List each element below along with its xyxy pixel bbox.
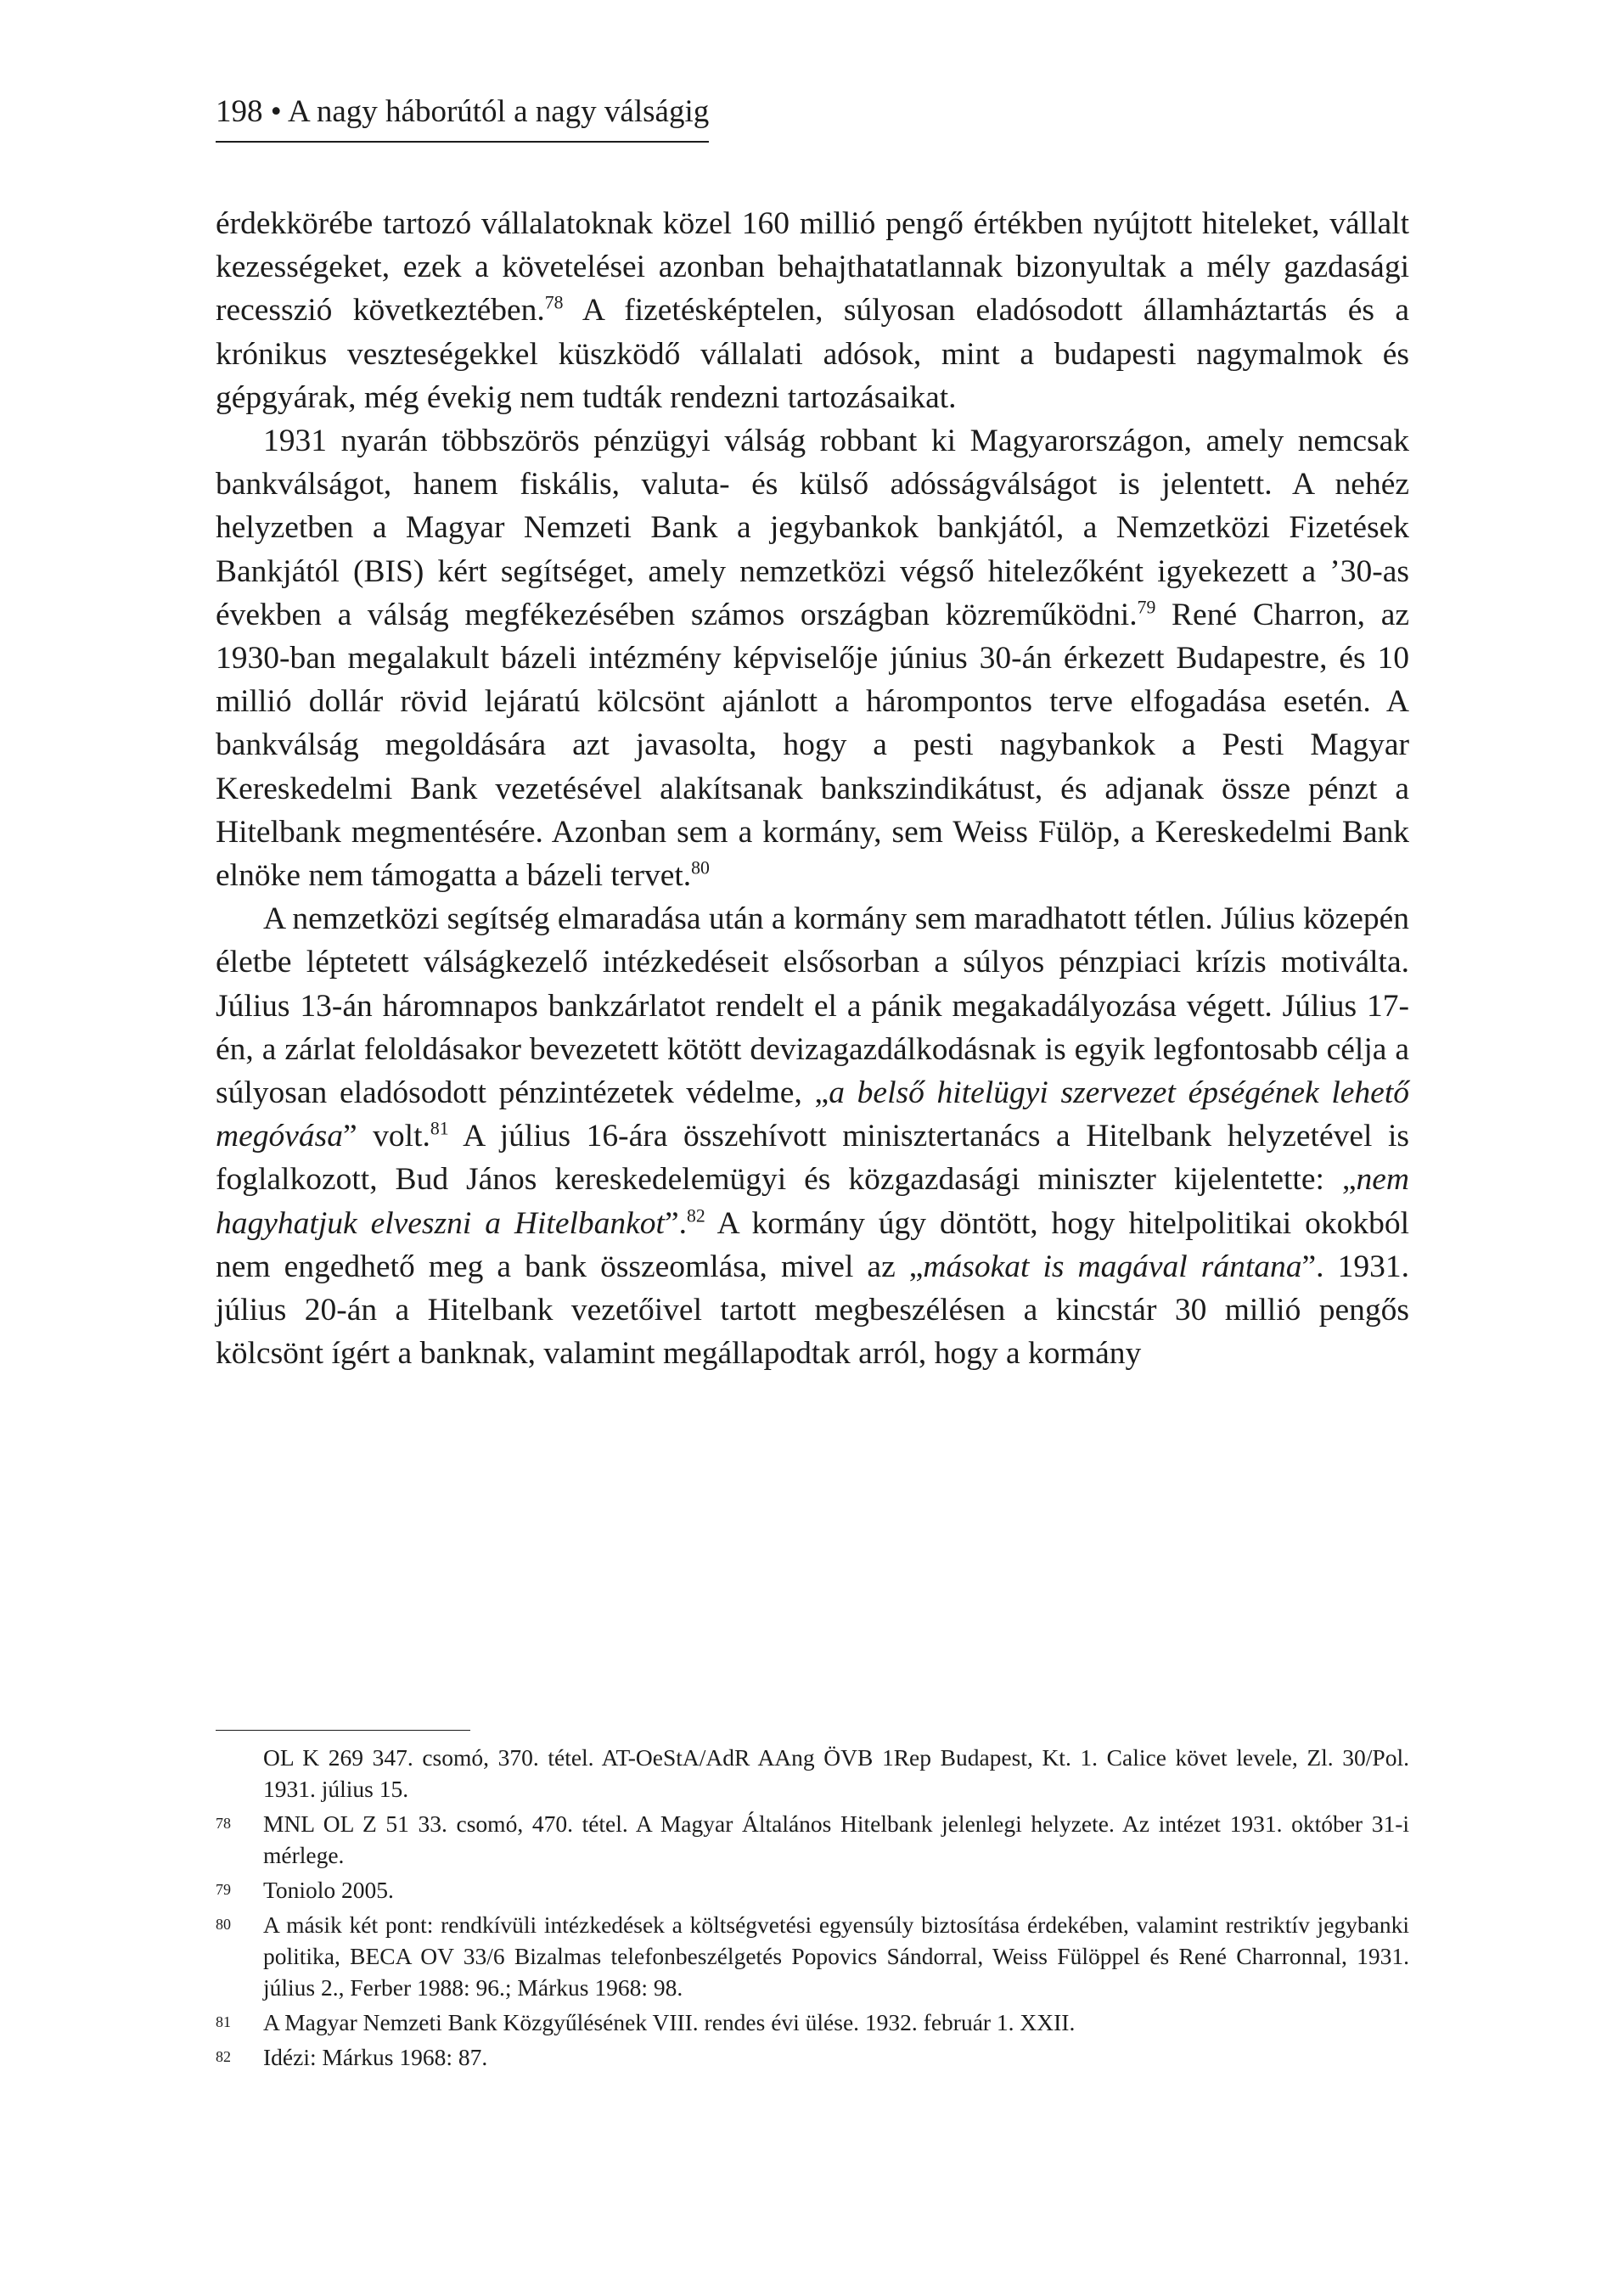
footnote-separator [216,1730,470,1731]
footnote-continued: OL K 269 347. csomó, 370. tétel. AT-OeStA/AdR AAng ÖVB 1Rep Budapest, Kt. 1. Calice követ levele, Zl. 30/Pol. 1931. július 15. [263,1744,1409,1802]
page-number: 198 [216,94,263,129]
footnote-ref-79: 79 [1137,597,1156,618]
quote-1: a belső hitelügyi szervezet épségének lehető megóvása [216,1075,1409,1154]
footnote-ref-80: 80 [691,857,710,879]
footnote-79: 79 Toniolo 2005. [216,1877,394,1903]
footnote-ref-78: 78 [544,292,564,313]
running-title: A nagy háborútól a nagy válságig [287,94,710,129]
footnote-ref-81: 81 [430,1118,449,1139]
running-header [216,92,709,143]
paragraph-2: 1931 nyarán többszörös pénzügyi válság robbant ki Magyarországon, amely nemcsak bankválságot, hanem fiskális, valuta- és külső adósságválságot is jelentett. A nehéz helyzetben a Magyar Nemzeti Bank a jegybankok bankjától, a Nemzetközi Fizetések Bankjától (BIS) kért segítséget, amely nemzetközi végső hitelezőként igyekezett a ’30-as években a válság megfékezésében számos országban közreműködni.$^{79}$ René Charron, az 1930-ban megalakult bázeli intézmény képviselője június 30-án érkezett Budapestre, és 10 millió dollár rövid lejáratú kölcsönt ajánlott a hárompontos terve elfogadása esetén. A bankválság megoldására azt javasolta, hogy a pesti nagybankok a Pesti Magyar Kereskedelmi Bank vezetésével alakítsanak bankszindikátust, és adjanak össze pénzt a Hitelbank megmentésére. Azonban sem a kormány, sem Weiss Fülöp, a Kereskedelmi Bank elnöke nem támogatta a bázeli tervet.$^{80}$ [216,424,1409,894]
footnote-81: 81 A Magyar Nemzeti Bank Közgyűlésének VIII. rendes évi ülése. 1932. február 1. XXII. [216,2009,1076,2035]
footnote-82: 82 Idézi: Márkus 1968: 87. [216,2044,488,2070]
body-text [216,202,1409,1375]
footnote-ref-82: 82 [686,1205,705,1227]
footnote-78: 78 MNL OL Z 51 33. csomó, 470. tétel. A Magyar Általános Hitelbank jelenlegi helyzete. Az intézet 1931. október 31-i mérlege. [216,1810,1409,1868]
quote-3: másokat is magával rántana [923,1249,1302,1284]
paragraph-3: A nemzetközi segítség elmaradása után a kormány sem maradhatott tétlen. Július közepén életbe léptetett válságkezelő intézkedéseit elsősorban a súlyos pénzpiaci krízis motiválta. Július 13-án háromnapos bankzárlatot rendelt el a pánik megakadályozása végett. Július 17-én, a zárlat feloldásakor bevezetett kötött devizagazdálkodásnak is egyik legfontosabb célja a súlyosan eladósodott pénzintézetek védelme, „a belső hitelügyi szervezet épségének lehető megóvása” volt.$^{81}$ A július 16-ára összehívott minisztertanács a Hitelbank helyzetével is foglalkozott, Bud János kereskedelemügyi és közgazdasági miniszter kijelentette: „nem hagyhatjuk elveszni a Hitelbankot”.$^{82}$ A kormány úgy döntött, hogy hitelpolitikai okokból nem engedhető meg a bank összeomlása, mivel az „másokat is magával rántana”. 1931. július 20-án a Hitelbank vezetőivel tartott megbeszélésen a kincstár 30 millió pengős kölcsönt ígért a banknak, valamint megállapodtak arról, hogy a kormány [216,901,1409,1372]
footnote-80: 80 A másik két pont: rendkívüli intézkedések a költségvetési egyensúly biztosítása érdekében, valamint restriktív jegybanki politika, BECA OV 33/6 Bizalmas telefonbeszélgetés Popovics Sándorral, Weiss Fülöppel és René Charronnal, 1931. július 2., Ferber 1988: 96.; Márkus 1968: 98. [216,1911,1409,2001]
quote-2: nem hagyhatjuk elveszni a Hitelbankot [216,1162,1409,1241]
header-bullet: • [270,94,282,129]
paragraph-1: érdekkörébe tartozó vállalatoknak közel 160 millió pengő értékben nyújtott hiteleket, vállalt kezességeket, ezek a követelései azonban behajthatatlannak bizonyultak a mély gazdasági recesszió következtében.$^{78}$ A fizetésképtelen, súlyosan eladósodott államháztartás és a krónikus veszteségekkel küszködő vállalati adósok, mint a budapesti nagymalmok és gépgyárak, még évekig nem tudták rendezni tartozásaikat. [216,206,1409,415]
footnotes [216,1742,1409,2076]
